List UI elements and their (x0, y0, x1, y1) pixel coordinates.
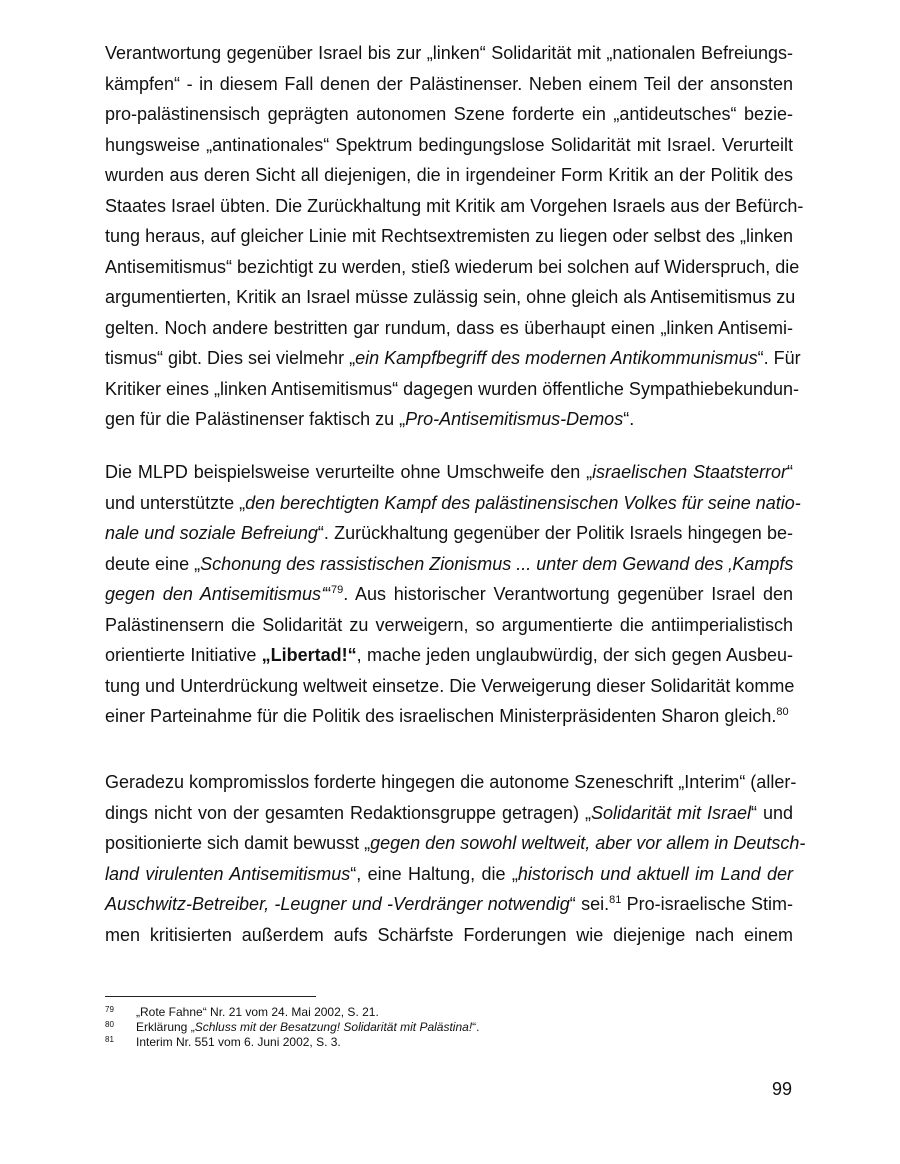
text-line: gen für die Palästinenser faktisch zu „Pro-Antisemitismus-Demos“. (105, 409, 635, 429)
text-line: hungsweise „antinationales“ Spektrum bedingungslose Solidarität mit Israel. Verurteilt (105, 134, 793, 155)
footnote-ref-81[interactable]: 81 (609, 894, 622, 906)
footnote-number: 79 (105, 1005, 114, 1014)
text-line: Die MLPD beispielsweise verurteilte ohne Umschweife den „israelischen Staatsterror“ (105, 462, 793, 482)
footnote-number: 80 (105, 1020, 114, 1029)
text-line: gelten. Noch andere bestritten gar rundum, dass es überhaupt einen „linken Antisemi- (105, 317, 793, 338)
paragraph-2 (105, 457, 801, 732)
text-line: tung und Unterdrückung weltweit einsetze. Die Verweigerung dieser Solidarität komme (105, 675, 795, 696)
paragraph-3 (105, 767, 806, 950)
text-line: kämpfen“ - in diesem Fall denen der Palästinenser. Neben einem Teil der ansonsten (105, 73, 793, 94)
footnote-text: „Rote Fahne“ Nr. 21 vom 24. Mai 2002, S. 21. (136, 1005, 379, 1019)
page-number: 99 (771, 1079, 792, 1099)
text-line: dings nicht von der gesamten Redaktionsgruppe getragen) „Solidarität mit Israel“ und (105, 802, 794, 823)
text-line: Geradezu kompromisslos forderte hingegen die autonome Szeneschrift „Interim“ (aller- (105, 772, 797, 792)
text-line: einer Parteinahme für die Politik des israelischen Ministerpräsidenten Sharon gleich.$^{80}$ (105, 706, 789, 726)
footnote-ref-79[interactable]: 79 (330, 584, 344, 596)
text-line: nale und soziale Befreiung“. Zurückhaltung gegenüber der Politik Israels hingegen be- (105, 523, 793, 543)
text-line: positionierte sich damit bewusst „gegen den sowohl weltweit, aber vor allem in Deutsch- (105, 833, 806, 853)
text-line: wurden aus deren Sicht all diejenigen, die in irgendeiner Form Kritik an der Politik des (105, 165, 793, 185)
footnote-text: Erklärung „Schluss mit der Besatzung! Solidarität mit Palästina!“. (136, 1020, 480, 1034)
paragraph-1 (105, 38, 804, 435)
text-line: argumentierten, Kritik an Israel müsse zulässig sein, ohne gleich als Antisemitismus zu (105, 287, 796, 307)
text-line: men kritisierten außerdem aufs Schärfste Forderungen wie diejenige nach einem (105, 924, 793, 945)
initiative-name: „Libertad!“ (261, 645, 357, 665)
footnote-number: 81 (105, 1035, 114, 1044)
text-line: Kritiker eines „linken Antisemitismus“ dagegen wurden öffentliche Sympathiebekundun- (105, 378, 800, 399)
footnote-ref-80[interactable]: 80 (776, 706, 789, 718)
text-line: land virulenten Antisemitismus“, eine Haltung, die „historisch und aktuell im Land der (105, 863, 793, 884)
text-line: Verantwortung gegenüber Israel bis zur „linken“ Solidarität mit „nationalen Befreiungs- (105, 43, 793, 63)
text-line: Staates Israel übten. Die Zurückhaltung mit Kritik am Vorgehen Israels aus der Befürch- (105, 195, 804, 216)
text-line: deute eine „Schonung des rassistischen Zionismus ... unter dem Gewand des ‚Kampfs (105, 553, 794, 574)
footnote-text: Interim Nr. 551 vom 6. Juni 2002, S. 3. (136, 1035, 341, 1049)
text-line: Auschwitz-Betreiber, -Leugner und -Verdränger notwendig“ sei.$^{81}$ Pro-israelische Stim- (105, 894, 793, 914)
text-line: und unterstützte „den berechtigten Kampf des palästinensischen Volkes für seine natio- (105, 492, 801, 513)
footnote-divider (105, 996, 316, 997)
text-line: pro-palästinensisch geprägten autonomen Szene forderte ein „antideutsches“ bezie- (105, 104, 793, 124)
text-line: tismus“ gibt. Dies sei vielmehr „ein Kampfbegriff des modernen Antikommunismus“. Für (105, 348, 801, 368)
text-line: Palästinensern die Solidarität zu verweigern, so argumentierte die antiimperialistisch (105, 614, 793, 635)
text-line: gegen den Antisemitismus‘“$^{79}$. Aus historischer Verantwortung gegenüber Israel den (105, 584, 793, 604)
text-line: Antisemitismus“ bezichtigt zu werden, stieß wiederum bei solchen auf Widerspruch, die (105, 256, 800, 277)
text-line: orientierte Initiative „Libertad!“, mache jeden unglaubwürdig, der sich gegen Ausbeu- (105, 645, 793, 665)
text-line: tung heraus, auf gleicher Linie mit Rechtsextremisten zu liegen oder selbst des „linken (105, 226, 793, 246)
